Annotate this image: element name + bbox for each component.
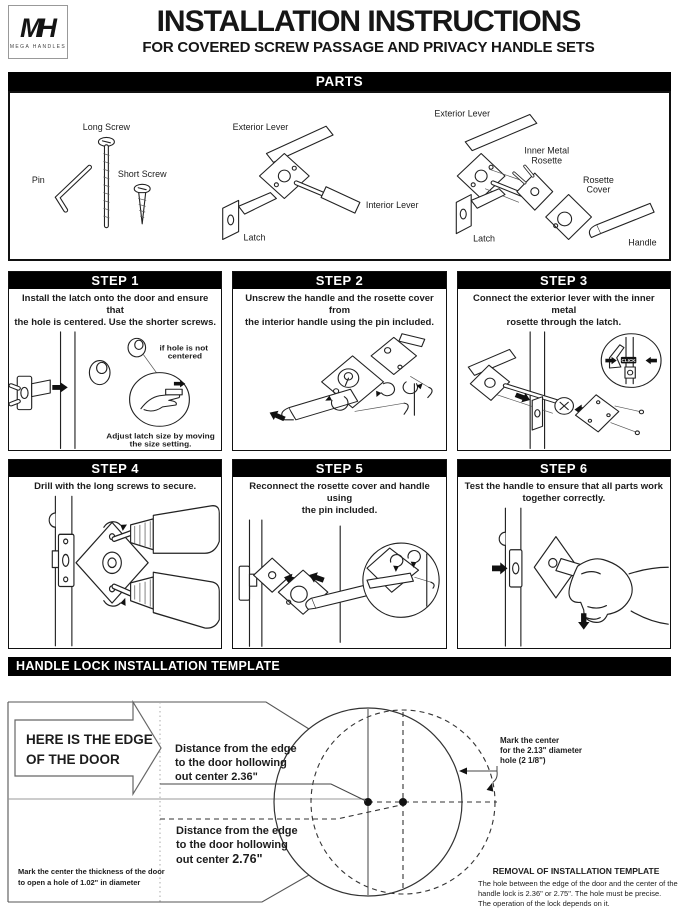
page-title: INSTALLATION INSTRUCTIONS: [156, 5, 581, 38]
step-4-header: STEP 4: [9, 460, 221, 477]
svg-text:to the door hollowing: to the door hollowing: [176, 839, 288, 851]
distance-276-label: Distance from the edge: [176, 825, 298, 837]
part-label-exterior-lever-left: Exterior Lever: [232, 122, 289, 133]
parts-panel: [8, 91, 671, 261]
svg-text:The operation of the lock depe: The operation of the lock depends on it.: [478, 899, 610, 908]
step-6-box: [457, 459, 671, 649]
svg-text:hole (2 1/8"): hole (2 1/8"): [500, 756, 546, 765]
svg-text:out center 2.36": out center 2.36": [175, 771, 258, 783]
part-label-long-screw: Long Screw: [82, 122, 131, 133]
click-label: CLICK: [621, 357, 636, 363]
drill-icon: [153, 572, 219, 628]
step-5-header: STEP 5: [233, 460, 445, 477]
drill-icon: [153, 506, 219, 554]
parts-illustration: [10, 93, 669, 259]
step-6-description: Test the handle to ensure that all parts work together correctly.: [464, 481, 663, 504]
step-3-description: Connect the exterior lever with the inner metal rosette through the latch.: [473, 293, 655, 328]
edge-arrow-label: HERE IS THE EDGE: [26, 732, 153, 747]
step-6-header: STEP 6: [458, 460, 670, 477]
step-2-header: STEP 2: [233, 272, 445, 289]
removal-body: The hole between the edge of the door and the center of the: [478, 879, 678, 888]
step-6-illustration: [458, 506, 670, 648]
step-1-illustration: [9, 330, 221, 450]
title-block: [0, 0, 679, 56]
svg-text:for the 2.13" diameter: for the 2.13" diameter: [500, 746, 583, 755]
template-section-header: [8, 657, 671, 676]
step-5-box: [232, 459, 446, 649]
svg-text:to the door hollowing: to the door hollowing: [175, 757, 287, 769]
part-label-short-screw: Short Screw: [117, 169, 167, 179]
steps-grid: [8, 271, 671, 649]
svg-text:OF THE DOOR: OF THE DOOR: [26, 752, 120, 767]
step-1-note-top: if hole is not: [159, 343, 208, 352]
step-1-description: Install the latch onto the door and ensure that the hole is centered. Use the shorter screws.: [14, 293, 216, 328]
part-label-interior-lever: Interior Lever: [365, 200, 419, 211]
part-label-inner-metal-rosette: Inner Metal: [524, 145, 570, 156]
svg-text:handle lock is 2.36" or 2.75".: handle lock is 2.36" or 2.75". The hole must be precise.: [478, 889, 662, 898]
step-2-description: Unscrew the handle and the rosette cover from the interior handle using the pin included.: [245, 293, 434, 328]
part-label-handle: Handle: [628, 237, 657, 248]
svg-text:the size setting.: the size setting.: [129, 439, 192, 449]
logo-monogram-icon: MH: [20, 12, 52, 43]
step-2-box: [232, 271, 446, 451]
template-section-title: HANDLE LOCK INSTALLATION TEMPLATE: [16, 659, 281, 673]
part-label-latch-right: Latch: [473, 233, 496, 244]
step-3-header: STEP 3: [458, 272, 670, 289]
removal-title: REMOVAL OF INSTALLATION TEMPLATE: [492, 866, 660, 876]
step-1-box: [8, 271, 222, 451]
parts-section-title: PARTS: [315, 74, 364, 89]
door-thickness-note: Mark the center the thickness of the door: [18, 867, 165, 876]
mega-handles-logo: [8, 5, 68, 59]
part-label-exterior-lever-right: Exterior Lever: [434, 108, 491, 119]
part-label-latch-left: Latch: [243, 232, 266, 243]
center-mark-dot: [399, 798, 407, 806]
step-5-description: Reconnect the rosette cover and handle using the pin included.: [249, 481, 430, 516]
part-label-rosette-cover: Rosette: [583, 174, 614, 185]
svg-text:out center 2.76": out center 2.76": [176, 852, 263, 866]
step-4-illustration: [9, 494, 221, 648]
center-mark-dot: [364, 798, 372, 806]
hand-icon: [569, 559, 632, 623]
step-1-note-bottom: Adjust latch size by moving: [106, 431, 215, 440]
part-label-pin: Pin: [31, 174, 45, 185]
parts-section-header: [8, 72, 671, 91]
logo-brand-name: MEGA HANDLES: [9, 43, 67, 50]
step-4-description: Drill with the long screws to secure.: [34, 481, 197, 492]
svg-text:Rosette: Rosette: [531, 155, 563, 166]
step-4-box: [8, 459, 222, 649]
page-subtitle: FOR COVERED SCREW PASSAGE AND PRIVACY HANDLE SETS: [142, 38, 595, 56]
mark-center-label: Mark the center: [500, 736, 560, 745]
step-1-header: STEP 1: [9, 272, 221, 289]
svg-text:Cover: Cover: [586, 184, 611, 195]
svg-text:centered: centered: [167, 351, 203, 361]
door-edge-arrow: [15, 702, 161, 794]
distance-236-label: Distance from the edge: [175, 743, 297, 755]
svg-text:to open a hole of 1.02" in dia: to open a hole of 1.02" in diameter: [18, 878, 141, 887]
step-3-box: [457, 271, 671, 451]
step-3-illustration: [458, 330, 670, 450]
step-2-illustration: [233, 330, 445, 450]
template-diagram: [0, 676, 679, 911]
header: [0, 0, 679, 66]
step-5-illustration: [233, 518, 445, 648]
